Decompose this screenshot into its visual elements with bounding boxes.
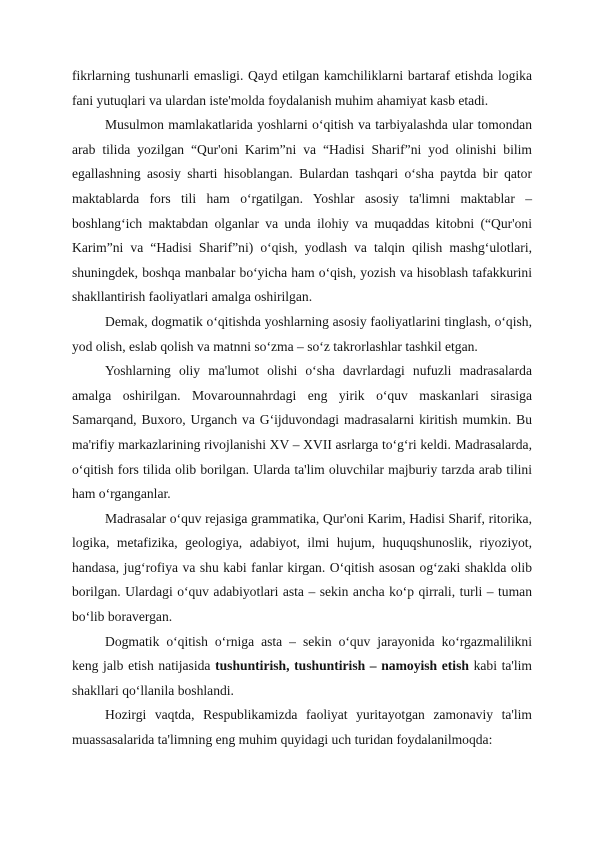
teaching-forms-text-before: Dogmatik o‘qitish o‘rniga asta – sekin o‘quv jarayonida ko‘rgazmalilikni keng jalb etish natijasida [72,633,532,674]
paragraph-dogmatic-teaching: Demak, dogmatik o‘qitishda yoshlarning asosiy faoliyatlarini tinglash, o‘qish, yod olish, eslab qolish va matnni so‘zma – so‘z takrorlashlar tashkil etgan. [72,313,532,354]
paragraph-continuation: fikrlarning tushunarli emasligi. Qayd etilgan kamchiliklarni bartaraf etishda logika fani yutuqlari va ulardan iste'molda foydalanish muhim ahamiyat kasb etadi. [72,68,532,108]
paragraph-madrasa-curriculum: Madrasalar o‘quv rejasiga grammatika, Qur'oni Karim, Hadisi Sharif, ritorika, logika, metafizika, geologiya, adabiyot, ilmi hujum, huquqshunoslik, riyoziyot, handasa, jug‘rofiya va shu kabi fanlar kirgan. O‘qitish asosan og‘zaki shaklda olib borilgan. Ulardagi o‘quv adabiyotlari asta – sekin ancha ko‘p qirrali, turli – tuman bo‘lib boravergan. [72,510,532,625]
teaching-forms-bold-terms: tushuntirish, tushuntirish – namoyish etish [215,658,469,674]
paragraph-muslim-countries: Musulmon mamlakatlarida yoshlarni o‘qitish va tarbiyalashda ular tomondan arab tilida yozilgan “Qur'oni Karim”ni va “Hadisi Sharif”ni yod olinishi bilim egallashning asosiy sharti hisoblangan. Bulardan tashqari o‘sha paytda bir qator maktablarda fors tili ham o‘rgatilgan. Yoshlar asosiy ta'limni maktablar – boshlang‘ich maktabdan olganlar va unda ilohiy va muqaddas kitobni (“Qur'oni Karim”ni va “Hadisi Sharif”ni) o‘qish, yodlash va talqin qilish mashg‘ulotlari, shuningdek, boshqa manbalar bo‘yicha ham o‘qish, yozish va hisoblash tafakkurini shakllantirish faoliyatlari amalga oshirilgan. [72,117,532,305]
document-page [72,64,532,753]
paragraph-current-education: Hozirgi vaqtda, Respublikamizda faoliyat yuritayotgan zamonaviy ta'lim muassasalarida ta'limning eng muhim quyidagi uch turidan foydalanilmoqda: [72,707,532,748]
paragraph-higher-education: Yoshlarning oliy ma'lumot olishi o‘sha davrlardagi nufuzli madrasalarda amalga oshirilgan. Movarounnahrdagi eng yirik o‘quv maskanlari sirasiga Samarqand, Buxoro, Urganch va G‘ijduvondagi madrasalarni kiritish mumkin. Bu ma'rifiy markazlarining rivojlanishi XV – XVII asrlarga to‘g‘ri keldi. Madrasalarda, o‘qitish fors tilida olib borilgan. Ularda ta'lim oluvchilar majburiy tarzda arab tilini ham o‘rganganlar. [72,363,532,502]
paragraph-teaching-forms [72,630,532,704]
teaching-forms-text-after: kabi ta'lim shakllari qo‘llanila boshlandi. [72,658,532,698]
